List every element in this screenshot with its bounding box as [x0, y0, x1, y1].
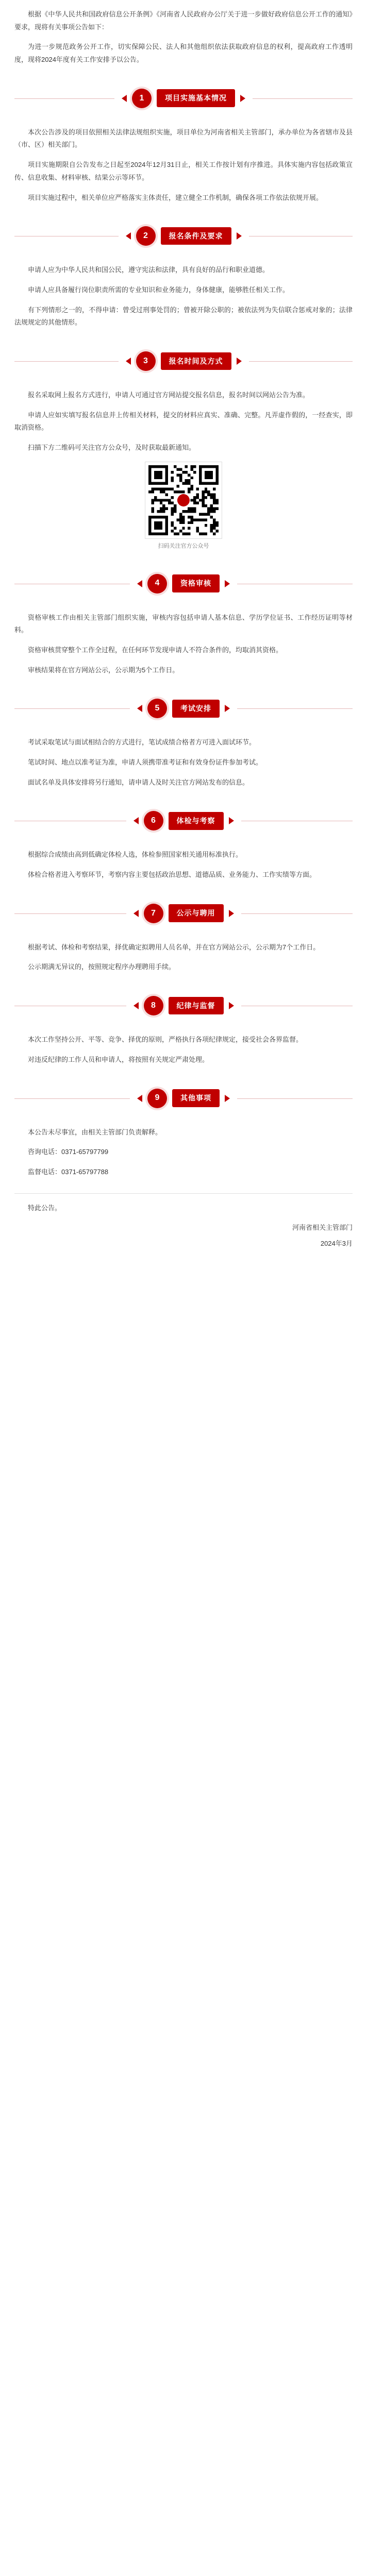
- arrow-left-icon: [126, 232, 131, 240]
- section-badge: [114, 89, 253, 108]
- arrow-left-icon: [134, 817, 139, 824]
- signature-org: 河南省相关主管部门: [292, 1224, 353, 1232]
- section-title: 资格审核: [172, 574, 220, 592]
- arrow-right-icon: [225, 580, 230, 587]
- arrow-right-icon: [237, 232, 242, 240]
- qr-caption: 扫码关注官方公众号: [158, 543, 209, 549]
- qr-code-icon[interactable]: [145, 462, 222, 539]
- section-paragraph: 本次公告涉及的项目依照相关法律法规组织实施，项目单位为河南省相关主管部门，承办单位为各省辖市及县（市、区）相关部门。: [14, 128, 353, 149]
- section-header: [14, 347, 353, 376]
- divider: [14, 1193, 353, 1194]
- section-paragraph: 本次工作坚持公开、平等、竞争、择优的原则，严格执行各项纪律规定，接受社会各界监督。: [28, 1036, 303, 1044]
- section-paragraph: 资格审核工作由相关主管部门组织实施，审核内容包括申请人基本信息、学历学位证书、工作经历证明等材料。: [14, 613, 353, 634]
- section-paragraph: 笔试时间、地点以准考证为准，申请人须携带准考证和有效身份证件参加考试。: [28, 758, 263, 767]
- arrow-right-icon: [229, 1002, 234, 1009]
- section-badge: [119, 351, 249, 371]
- section-badge: [126, 904, 241, 923]
- section-badge: [130, 1089, 237, 1108]
- arrow-left-icon: [137, 1095, 142, 1102]
- section-title: 其他事项: [172, 1089, 220, 1107]
- article: [0, 0, 367, 1274]
- section-paragraph: 根据综合成绩由高到低确定体检人选，体检参照国家相关通用标准执行。: [28, 851, 243, 859]
- arrow-right-icon: [225, 705, 230, 712]
- section-paragraph: 申请人应为中华人民共和国公民，遵守宪法和法律，具有良好的品行和职业道德。: [28, 266, 270, 274]
- arrow-left-icon: [137, 580, 142, 587]
- closing-notice: 特此公告。: [28, 1204, 62, 1212]
- arrow-left-icon: [126, 358, 131, 365]
- section-paragraph: 申请人应如实填写报名信息并上传相关材料，提交的材料应真实、准确、完整。凡弄虚作假的，一经查实，即取消资格。: [14, 411, 353, 432]
- qr-block: [14, 462, 353, 552]
- sections: [14, 84, 353, 1179]
- section-number: 3: [136, 351, 156, 371]
- arrow-right-icon: [237, 358, 242, 365]
- section-paragraph: 本公告未尽事宜，由相关主管部门负责解释。: [28, 1128, 162, 1136]
- arrow-right-icon: [225, 1095, 230, 1102]
- section-paragraph: 面试名单及具体安排将另行通知，请申请人及时关注官方网站发布的信息。: [28, 778, 249, 786]
- section-title: 纪律与监督: [169, 997, 224, 1015]
- section-badge: [126, 811, 241, 831]
- section-paragraph: 考试采取笔试与面试相结合的方式进行，笔试成绩合格者方可进入面试环节。: [28, 738, 256, 747]
- section-paragraph: 有下列情形之一的，不得申请：曾受过刑事处罚的；曾被开除公职的；被依法列为失信联合惩戒对象的；法律法规规定的其他情形。: [14, 306, 353, 327]
- section-title: 报名条件及要求: [161, 227, 231, 245]
- arrow-right-icon: [229, 817, 234, 824]
- section-badge: [130, 574, 237, 594]
- intro-block: [14, 8, 353, 66]
- section-title: 体检与考察: [169, 812, 224, 830]
- section-title: 项目实施基本情况: [157, 89, 235, 107]
- intro-paragraph: 为进一步规范政务公开工作，切实保障公民、法人和其他组织依法获取政府信息的权利，提高政府工作透明度，现将2024年度有关工作安排予以公告。: [14, 43, 353, 64]
- section-number: 2: [136, 226, 156, 246]
- section-header: [14, 806, 353, 835]
- arrow-left-icon: [137, 705, 142, 712]
- section-paragraph: 申请人应具备履行岗位职责所需的专业知识和业务能力，身体健康，能够胜任相关工作。: [28, 285, 290, 294]
- section-paragraph: 项目实施过程中，相关单位应严格落实主体责任，建立健全工作机制，确保各项工作依法依规开展。: [28, 193, 323, 201]
- section-paragraph: 监督电话：0371-65797788: [28, 1167, 109, 1176]
- section-header: [14, 222, 353, 250]
- section-badge: [119, 226, 249, 246]
- intro-paragraph: 根据《中华人民共和国政府信息公开条例》《河南省人民政府办公厅关于进一步做好政府信息公开工作的通知》要求，现将有关事项公告如下：: [14, 10, 353, 31]
- section-title: 报名时间及方式: [161, 352, 231, 370]
- section-paragraph: 资格审核贯穿整个工作全过程，在任何环节发现申请人不符合条件的，均取消其资格。: [28, 646, 283, 654]
- section-header: [14, 1084, 353, 1113]
- section-paragraph: 对违反纪律的工作人员和申请人，将按照有关规定严肃处理。: [28, 1055, 209, 1063]
- section-header: [14, 84, 353, 113]
- section-number: 4: [147, 574, 167, 594]
- signature-date: 2024年3月: [320, 1239, 353, 1247]
- section-paragraph: 公示期满无异议的，按照规定程序办理聘用手续。: [28, 963, 176, 971]
- section-header: [14, 569, 353, 598]
- section-number: 5: [147, 699, 167, 718]
- section-number: 9: [147, 1089, 167, 1108]
- section-number: 7: [144, 904, 163, 923]
- arrow-right-icon: [229, 910, 234, 917]
- section-title: 考试安排: [172, 700, 220, 718]
- section-number: 8: [144, 996, 163, 1015]
- section-paragraph: 项目实施期限自公告发布之日起至2024年12月31日止，相关工作按计划有序推进。具体实施内容包括政策宣传、信息收集、材料审核、结果公示等环节。: [14, 161, 353, 181]
- section-paragraph: 报名采取网上报名方式进行，申请人可通过官方网站提交报名信息，报名时间以网站公告为准。: [28, 391, 310, 399]
- arrow-right-icon: [240, 95, 245, 102]
- section-badge: [130, 699, 237, 718]
- arrow-left-icon: [134, 910, 139, 917]
- arrow-left-icon: [134, 1002, 139, 1009]
- section-paragraph: 咨询电话：0371-65797799: [28, 1148, 109, 1156]
- section-paragraph: 根据考试、体检和考察结果，择优确定拟聘用人员名单，并在官方网站公示，公示期为7个工作日。: [28, 943, 320, 951]
- section-header: [14, 694, 353, 723]
- section-paragraph: 审核结果将在官方网站公示，公示期为5个工作日。: [28, 666, 179, 674]
- section-title: 公示与聘用: [169, 904, 224, 922]
- section-number: 1: [132, 89, 152, 108]
- arrow-left-icon: [122, 95, 127, 102]
- section-paragraph: 扫描下方二维码可关注官方公众号，及时获取最新通知。: [28, 444, 196, 451]
- section-header: [14, 899, 353, 928]
- section-header: [14, 991, 353, 1020]
- section-number: 6: [144, 811, 163, 831]
- section-badge: [126, 996, 241, 1015]
- section-paragraph: 体检合格者进入考察环节，考察内容主要包括政治思想、道德品质、业务能力、工作实绩等方面。: [28, 871, 316, 879]
